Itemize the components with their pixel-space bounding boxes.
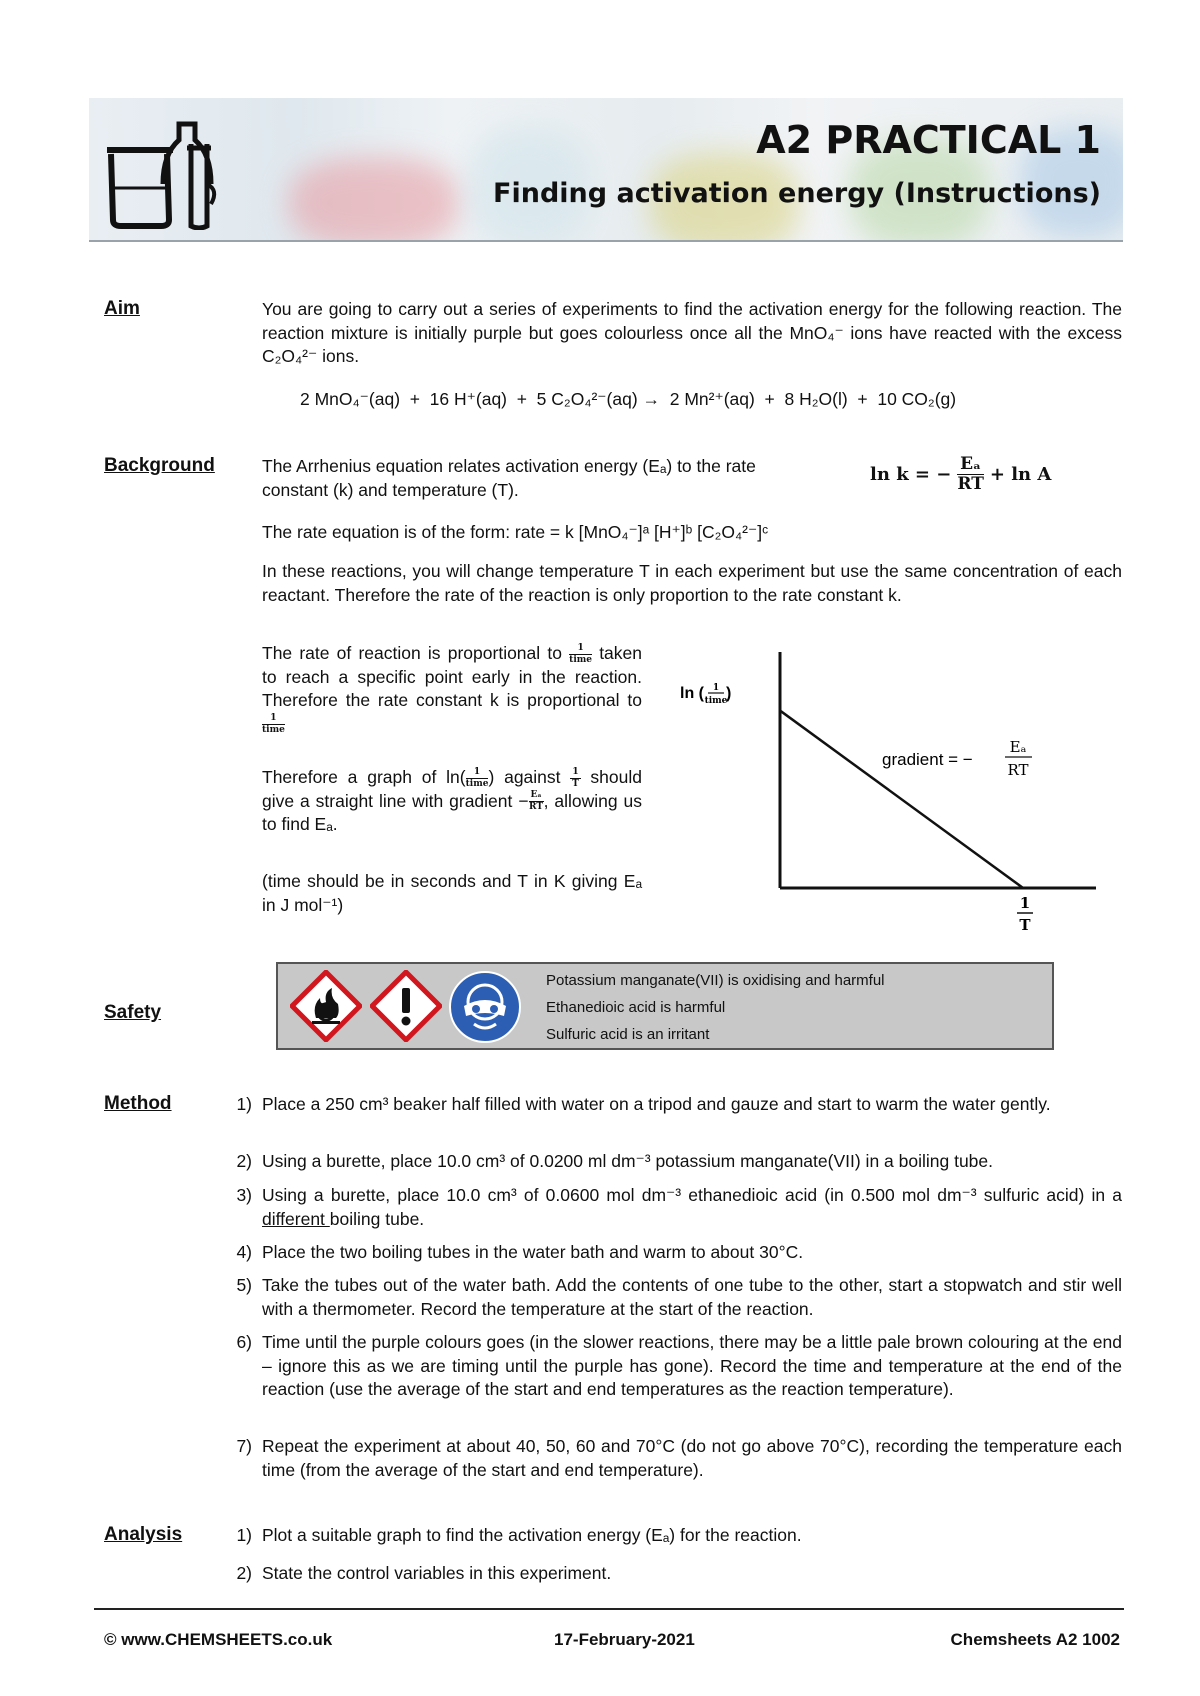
page-title: A2 PRACTICAL 1	[756, 118, 1101, 162]
y-label-den: time	[704, 696, 728, 706]
step-number: 3)	[236, 1185, 252, 1205]
safety-box	[276, 962, 1054, 1050]
background-paragraph: In these reactions, you will change temperature T in each experiment but use the same concentration of each reactant. Therefore the rate of the reaction is only proportion to the rate constant k.	[262, 561, 1122, 605]
step-text: Take the tubes out of the water bath. Add the contents of one tube to the other, start a stopwatch and stir well with a thermometer. Record the temperature at the start of the reaction.	[262, 1275, 1122, 1319]
oxidising-hazard-icon	[290, 970, 362, 1042]
y-axis-label	[680, 683, 731, 706]
x-label-den: T	[1019, 916, 1031, 934]
safety-label: Safety	[104, 1002, 162, 1023]
page-subtitle: Finding activation energy (Instructions)	[493, 178, 1101, 209]
step-text: Place a 250 cm³ beaker half filled with water on a tripod and gauze and start to warm the water gently.	[262, 1094, 1051, 1114]
footer-reference: Chemsheets A2 1002	[950, 1630, 1120, 1649]
arrhenius-fraction	[957, 456, 983, 493]
lab-glassware-icon	[103, 114, 223, 230]
graph-text-2: ) against	[488, 767, 561, 787]
safety-line: Sulfuric acid is an irritant	[546, 1026, 710, 1043]
step-text: Place the two boiling tubes in the water bath and warm to about 30°C.	[262, 1242, 804, 1262]
annotation-num: Eₐ	[1009, 738, 1027, 756]
rate-proportional-text	[262, 642, 642, 736]
frac-den: T	[572, 778, 579, 789]
graph-text-4: , allowing us to find Eₐ.	[262, 790, 642, 834]
rate-prop-1: The rate of reaction is proportional to	[262, 643, 562, 663]
fraction-1-over-time	[466, 768, 489, 789]
step-text: Plot a suitable graph to find the activation energy (Eₐ) for the reaction.	[262, 1525, 802, 1545]
header-banner	[89, 98, 1123, 242]
step-text-pre: Using a burette, place 10.0 cm³ of 0.0600 mol dm⁻³ ethanedioic acid (in 0.500 mol dm⁻³ sulfuric acid) in a	[262, 1185, 1122, 1205]
annotation-den: RT	[1007, 761, 1029, 779]
fraction-1-over-time	[262, 714, 285, 735]
y-label-prefix: ln (	[680, 685, 704, 702]
graph-text-3: should give a straight line with gradient	[262, 767, 642, 811]
aim-label: Aim	[104, 298, 140, 319]
frac-den: time	[569, 654, 592, 665]
step-number: 2)	[236, 1563, 252, 1583]
step-number: 1)	[236, 1094, 252, 1114]
arrhenius-numerator: Eₐ	[957, 456, 983, 475]
arrhenius-eq-left: ln k = −	[870, 464, 952, 485]
step-number: 2)	[236, 1151, 252, 1171]
fraction-Ea-over-RT	[529, 791, 544, 812]
step-text	[262, 1184, 1122, 1231]
rate-prop-2: taken to reach a specific point early in the reaction. Therefore the rate constant k is proportional to	[262, 643, 642, 710]
footer-date: 17-February-2021	[554, 1630, 695, 1649]
step-number: 7)	[236, 1436, 252, 1456]
step-text-underlined: different	[262, 1208, 330, 1229]
x-axis-label	[1017, 894, 1033, 934]
annotation-text: gradient = −	[882, 750, 973, 769]
step-number: 4)	[236, 1242, 252, 1262]
minus-sign: −	[518, 790, 529, 811]
frac-num: 1	[569, 644, 592, 655]
frac-num: 1	[572, 766, 579, 777]
fraction-1-over-T	[570, 768, 580, 789]
x-label-num: 1	[1019, 894, 1031, 912]
rate-equation: The rate equation is of the form: rate = k [MnO₄⁻]ᵃ [H⁺]ᵇ [C₂O₄²⁻]ᶜ	[262, 522, 769, 542]
step-text: State the control variables in this experiment.	[262, 1563, 612, 1583]
goggles-icon	[448, 970, 522, 1044]
frac-den: RT	[529, 802, 544, 813]
method-label: Method	[104, 1093, 172, 1114]
units-note: (time should be in seconds and T in K giving Eₐ in J mol⁻¹)	[262, 871, 642, 915]
step-number: 6)	[236, 1332, 252, 1352]
method-list	[218, 1093, 1122, 1493]
background-label: Background	[104, 455, 215, 476]
arrhenius-equation	[870, 456, 1051, 493]
step-text: Time until the purple colours goes (in the slower reactions, there may be a little pale brown colouring at the end – ignore this as we are timing until the purple has gone). Record the time and temperature at the end of the reaction (use the average of the start and end temperatures as the reaction temperature).	[262, 1332, 1122, 1399]
step-number: 1)	[236, 1525, 252, 1545]
step-text: Repeat the experiment at about 40, 50, 60 and 70°C (do not go above 70°C), recording the temperature each time (from the average of the start and end temperature).	[262, 1436, 1122, 1480]
graph-explanation-text	[262, 766, 642, 837]
step-number: 5)	[236, 1275, 252, 1295]
y-label-num: 1	[712, 683, 720, 693]
harmful-hazard-icon	[370, 970, 442, 1042]
frac-num: 1	[466, 768, 489, 779]
footer-website-link[interactable]: © www.CHEMSHEETS.co.uk	[104, 1630, 333, 1649]
fraction-1-over-time	[569, 644, 592, 665]
graph-text-1: Therefore a graph of ln(	[262, 767, 466, 787]
gradient-annotation	[882, 738, 1032, 779]
arrhenius-graph	[660, 640, 1100, 940]
frac-num: 1	[262, 714, 285, 725]
step-text-post: boiling tube.	[329, 1208, 425, 1229]
footer-divider	[94, 1608, 1124, 1610]
aim-text: You are going to carry out a series of experiments to find the activation energy for the following reaction. The reaction mixture is initially purple but goes colourless once all the MnO₄⁻ ions have reacted with the excess C₂O₄²⁻ ions.	[262, 299, 1122, 366]
arrhenius-eq-right: + ln A	[989, 464, 1052, 485]
frac-den: time	[262, 725, 285, 736]
step-text: Using a burette, place 10.0 cm³ of 0.0200 ml dm⁻³ potassium manganate(VII) in a boiling tube.	[262, 1151, 994, 1171]
safety-line: Potassium manganate(VII) is oxidising and harmful	[546, 972, 885, 989]
safety-line: Ethanedioic acid is harmful	[546, 999, 726, 1016]
analysis-list	[218, 1524, 1122, 1594]
reaction-equation: 2 MnO₄⁻(aq) + 16 H⁺(aq) + 5 C₂O₄²⁻(aq) → 2 Mn²⁺(aq) + 8 H₂O(l) + 10 CO₂(g)	[300, 389, 957, 409]
y-label-suffix: )	[726, 685, 732, 702]
frac-den: time	[465, 778, 489, 789]
frac-num: Eₐ	[530, 790, 542, 801]
analysis-label: Analysis	[104, 1524, 183, 1545]
arrhenius-denominator: RT	[957, 474, 984, 494]
arrhenius-text: The Arrhenius equation relates activation energy (Eₐ) to the rate constant (k) and temperature (T).	[262, 456, 756, 500]
series-line	[780, 711, 1023, 888]
